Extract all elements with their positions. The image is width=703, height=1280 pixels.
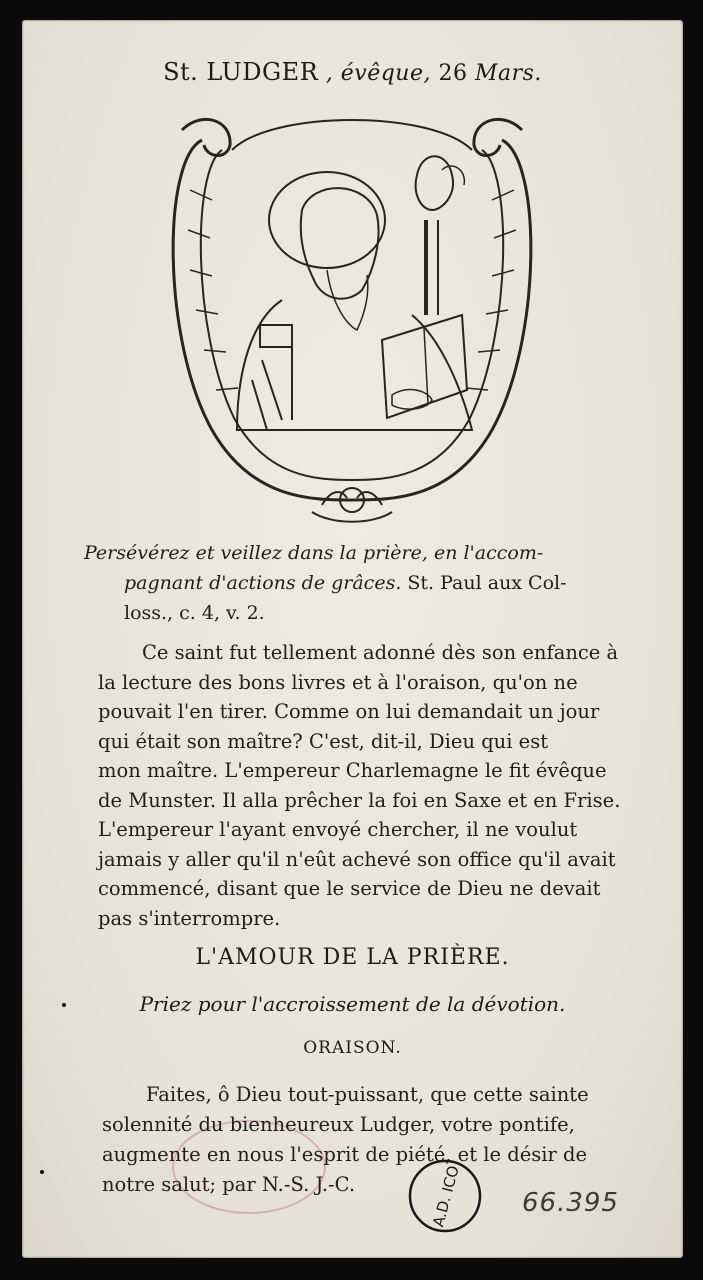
saint-engraving xyxy=(142,100,562,540)
biography-paragraph xyxy=(98,638,658,933)
feast-month: Mars. xyxy=(474,61,542,86)
text-line: mon maître. L'empereur Charlemagne le fit évêque xyxy=(98,759,607,782)
text-line: la lecture des bons livres et à l'oraison, qu'on ne xyxy=(98,670,578,694)
margin-mark xyxy=(40,1170,44,1174)
text-line: qui était son maître? C'est, dit-il, Dieu qui est xyxy=(98,729,549,753)
prayer-title: ORAISON. xyxy=(303,1038,402,1058)
text-line: de Munster. Il alla prêcher la foi en Saxe et en Frise. xyxy=(98,788,621,812)
quote-line: Persévérez et veillez dans la prière, en l'accom- xyxy=(84,542,544,564)
text-line: jamais y aller qu'il n'eût achevé son office qu'il avait xyxy=(98,847,616,871)
text-line: pas s'interrompre. xyxy=(98,906,281,930)
section-title: L'AMOUR DE LA PRIÈRE. xyxy=(195,945,510,970)
text-line: commencé, disant que le service de Dieu ne devait xyxy=(98,877,601,900)
saint-name: St. LUDGER xyxy=(163,58,319,86)
quote-line: loss., c. 4, v. 2. xyxy=(124,602,265,624)
card-heading xyxy=(22,58,683,86)
quote-line xyxy=(84,568,644,598)
scripture-quote xyxy=(84,538,644,628)
library-stamp xyxy=(407,1158,483,1234)
text-line: notre salut; par N.-S. J.-C. xyxy=(102,1173,356,1196)
text-line: L'empereur l'ayant envoyé chercher, il ne voulut xyxy=(98,818,578,841)
text-line: Faites, ô Dieu tout-puissant, que cette sainte xyxy=(146,1083,589,1106)
inventory-number: 66.395 xyxy=(522,1188,619,1218)
text-line: Ce saint fut tellement adonné dès son enfance à xyxy=(142,641,619,664)
quote-reference-fragment: St. Paul aux Col- xyxy=(401,572,567,594)
quote-italic-fragment: pagnant d'actions de grâces. xyxy=(124,572,402,594)
saint-title: , évêque, xyxy=(325,61,431,86)
prayer-paragraph xyxy=(102,1080,672,1200)
devotional-card xyxy=(22,20,683,1258)
section-subtitle: Priez pour l'accroissement de la dévotion. xyxy=(139,992,566,1016)
margin-mark xyxy=(62,1003,66,1007)
text-line: augmente en nous l'esprit de piété, et le désir de xyxy=(102,1143,588,1166)
feast-day: 26 xyxy=(438,61,468,86)
text-line: pouvait l'en tirer. Comme on lui demandait un jour xyxy=(98,700,600,723)
library-stamp-text: A.D. ICO xyxy=(429,1163,463,1229)
text-line: solennité du bienheureux Ludger, votre pontife, xyxy=(102,1113,575,1136)
